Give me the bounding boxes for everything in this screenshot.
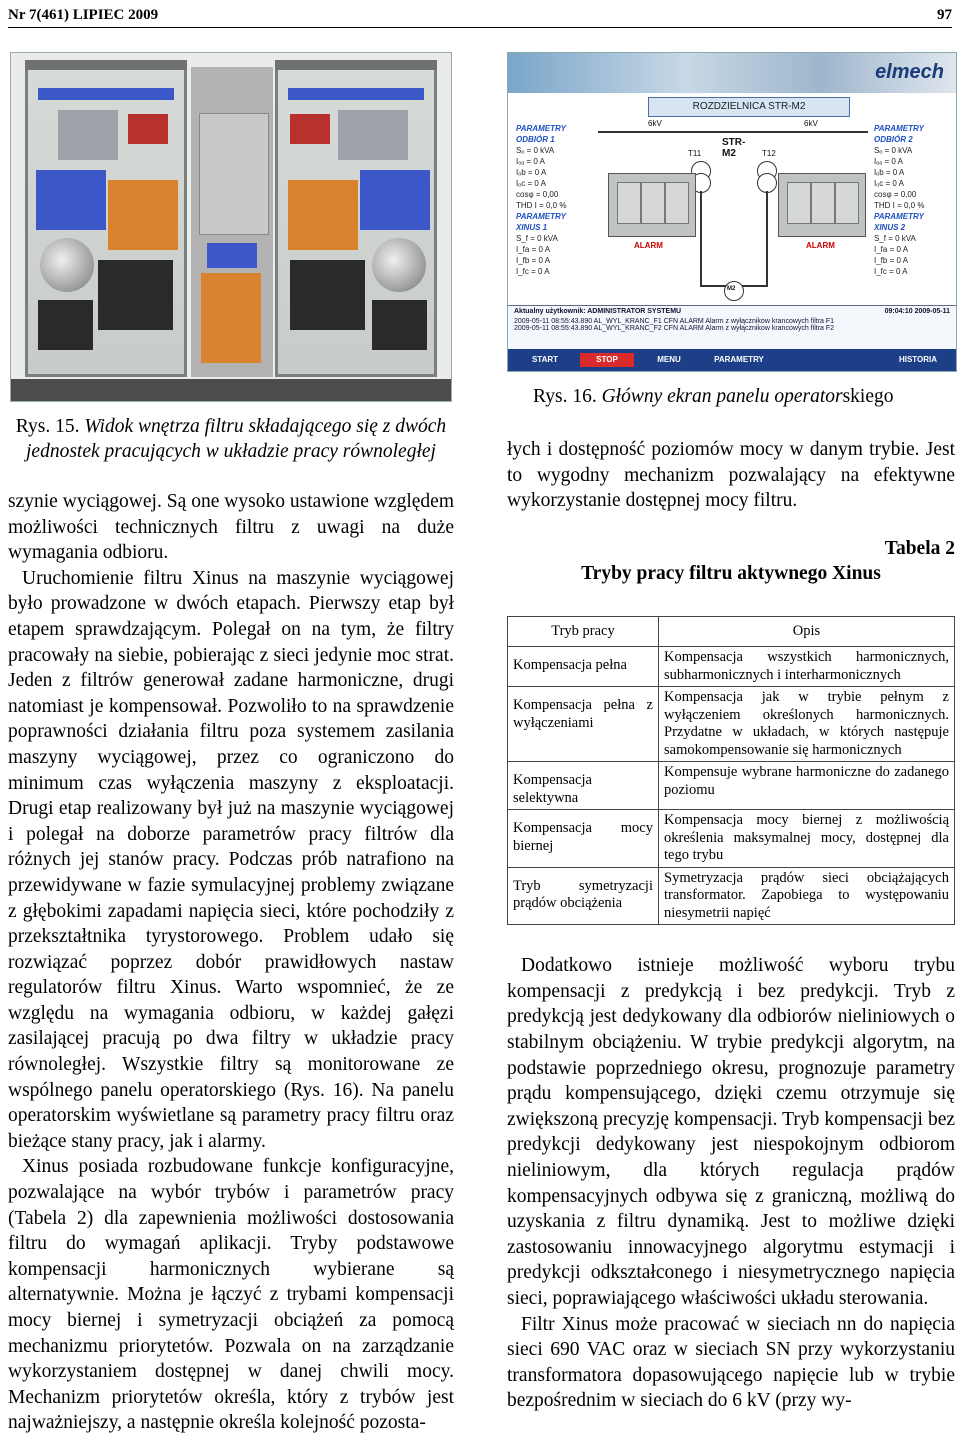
start-button[interactable]: START (531, 355, 559, 364)
alarm-log: Aktualny użytkownik: ADMINISTRATOR SYSTEMU 09:04:10 2009-05-11 2009-05-11 08:55:43.890 AL_WYL_KRANC_F1 CFN ALARM Alarm z wyłącznikow krancowych filtra F1 2009-05-11 08:55:43.890 AL_WYL_KRANC_F2 CFN ALARM Alarm z wyłącznikow krancowych filtra F2 (508, 305, 956, 349)
xinus-1-unit (608, 173, 696, 237)
operator-panel-figure: elmech ROZDZIELNICA STR-M2 PARAMETRY ODBIÓR 1 Sₒ = 0 kVA Iₒₐ = 0 A Iₒb = 0 A Iₒc = 0 A cosφ = 0,00 THD I = 0,0 % PARAMETRY XINUS 1 S_f = 0 kVA I_fa = 0 A I_fb = 0 A I_fc = 0 A PARAMETRY ODBIÓR 2 Sₒ = 0 kVA Iₒₐ = 0 A Iₒb = 0 A Iₒc = 0 A cosφ = 0,00 THD I = 0,0 % PARAMETRY XINUS 2 S_f = 0 kVA I_fa = 0 A I_fb = 0 A I_fc = 0 A 6kV 6kV STR- M2 T11 T12 ALARM ALARM M2 Aktualny użytkownik: ADMINISTRATOR SYSTEMU 09:04:10 2009-05-11 2009-05-11 08:55:43.890 AL_WYL_KRANC_F1 CFN ALARM Alarm z wyłącznikow krancowych filtra F1 2009-05-11 08:55:43.890 AL_WYL_KRANC_F2 CFN ALARM Alarm z wyłącznikow krancowych filtra F2 START STOP MENU PARAMETRY HISTORIA (507, 52, 957, 372)
table-row: Kompensacja mocy biernej Kompensacja mocy biernej z możliwością określenia maksymalnej mocy, dostępnej dla tego trybu (508, 810, 955, 868)
table-row: Kompensacja pełna z wyłączeniami Kompensacja jak w trybie pełnym z wyłączeniem określonych harmonicznych. Przydatne w układach, w których następuje samokompensowanie się harmonicznych (508, 687, 955, 762)
paragraph: Dodatkowo istnieje możliwość wyboru trybu kompensacji z predykcją i bez predykcji. Tryb z predykcją jest dedykowany dla odbiorów nieliniowych o stabilnym obciążeniu. W trybie predykcji algorytm, na podstawie poprzedniego okresu, prognozuje parametry prądu kompensującego, dzięki czemu otrzymuje się zwiększoną precyzję kompensacji. Tryb kompensacji bez predykcji dedykowany jest niespokojnym odbiorom nieliniowym, dla których regulacja prądów kompensacyjnych odbywa się z graniczną, możliwą do uzyskania z filtru dynamiką. Jest to możliwe dzięki zastosowaniu innowacyjnego algorytmu estymacji i predykcji odkształconego i niesymetrycznego napięcia sieci, poprawiającego właściwości układu sterowania. (507, 955, 955, 1309)
figure-16-caption: Rys. 16. Główny ekran panelu operatorskiego (533, 386, 894, 407)
issue-label: Nr 7(461) LIPIEC 2009 (8, 7, 159, 23)
historia-button[interactable]: HISTORIA (898, 355, 938, 364)
left-column (8, 26, 454, 1436)
right-column (507, 26, 955, 1414)
table-row: Kompensacja selektywna Kompensuje wybrane harmoniczne do zadanego poziomu (508, 762, 955, 810)
table-row: Kompensacja pełna Kompensacja wszystkich harmonicznych, subharmonicznych i interharmonicznych (508, 647, 955, 687)
parametry-button[interactable]: PARAMETRY (714, 355, 764, 364)
table-header: Tryb pracy (508, 616, 659, 647)
menu-button[interactable]: MENU (657, 355, 681, 364)
elmech-logo: elmech (875, 61, 944, 83)
page-header (8, 0, 952, 28)
xinus-2-unit (778, 173, 866, 237)
params-right: PARAMETRY ODBIÓR 2 Sₒ = 0 kVA Iₒₐ = 0 A Iₒb = 0 A Iₒc = 0 A cosφ = 0,00 THD I = 0,0 % PARAMETRY XINUS 2 S_f = 0 kVA I_fa = 0 A I_fb = 0 A I_fc = 0 A (874, 124, 925, 276)
paragraph: łych i dostępność poziomów mocy w danym trybie. Jest to wygodny mechanizm pozwalający na efektywne wykorzystanie dostępnej mocy filtru. (507, 439, 955, 512)
stop-button[interactable]: STOP (580, 353, 634, 367)
panel-button-bar (508, 349, 956, 371)
screen-title: ROZDZIELNICA STR-M2 (648, 97, 850, 117)
table-header: Opis (659, 616, 955, 647)
page-number: 97 (937, 7, 952, 23)
modes-table (507, 616, 955, 926)
params-left: PARAMETRY ODBIÓR 1 Sₒ = 0 kVA Iₒₐ = 0 A Iₒb = 0 A Iₒc = 0 A cosφ = 0,00 THD I = 0,0 % PARAMETRY XINUS 1 S_f = 0 kVA I_fa = 0 A I_fb = 0 A I_fc = 0 A (516, 124, 567, 276)
table-row: Tryb symetryzacji prądów obciążenia Symetryzacja prądów sieci obciążających transformator. Zapobiega to występowaniu niesymetrii napięć (508, 867, 955, 925)
table-heading (507, 536, 955, 586)
paragraph: Filtr Xinus może pracować w sieciach nn do napięcia sieci 690 VAC oraz w sieciach SN przy wykorzystaniu transformatora dopasowującego napięcie lub w trybie bezpośrednim w sieciach do 6 kV (przy wy- (507, 1313, 955, 1412)
paragraph: Uruchomienie filtru Xinus na maszynie wyciągowej było prowadzone w dwóch etapach. Pierwszy etap był etapem sprawdzającym. Polegał on na tym, że filtry pracowały na siebie, pobierając z sieci jedynie moc strat. Jeden z filtrów generował zadane harmoniczne, drugi natomiast je kompensował. Pozwoliło to na sprawdzenie poprawności działania filtru poza systemem zasilania maszyny wyciągowej, przez co ograniczono do minimum czas wyłączenia maszyny z eksploatacji. Drugi etap realizowany był już na maszynie wyciągowej i polegał na doborze parametrów pracy filtrów dla różnych jej stanów pracy. Podczas prób natrafiono na przewidywane w fazie symulacyjnej problemy związane z głębokimi zapadami napięcia sieci, które pochodziły z przekształtnika tyrystorowego. Problem udało się rozwiązać poprzez dobór prawidłowych nastaw regulatorów filtru Xinus. Warto wspomnieć, że ze względu na wymagania odbioru, w każdej gałęzi zasilającej pracują po dwa filtry w układzie pracy równoległej. Wszystkie filtry są monitorowane ze wspólnego panelu operatorskiego (Rys. 16). Na panelu operatorskim wyświetlane są parametry pracy filtru oraz bieżące stany pracy, jak i alarmy. (8, 567, 454, 1152)
filter-cabinet-right (275, 67, 437, 377)
table-title: Tryby pracy filtru aktywnego Xinus (581, 562, 881, 584)
table-label: Tabela 2 (884, 537, 955, 559)
figure-15-caption: Rys. 15. Widok wnętrza filtru składającego się z dwóch jednostek pracujących w układzie pracy równoległej (15, 416, 447, 462)
str-m2-label: STR- M2 (722, 137, 746, 159)
paragraph: szynie wyciągowej. Są one wysoko ustawione względem możliwości technicznych filtru z uwagi na duże wymagania odbioru. (8, 491, 454, 564)
filter-cabinet-left (25, 67, 187, 377)
paragraph: Xinus posiada rozbudowane funkcje konfiguracyjne, pozwalające na wybór trybów i parametrów pracy (Tabela 2) dla zapewnienia możliwości dostosowania filtru do wymagań aplikacji. Tryby podstawowe kompensacji harmonicznych wybierane są alternatywnie. Można je łączyć z trybami kompensacji mocy biernej i symetryzacji obciążeń za pomocą mechanizmu priorytetów. Pozwala on na zarządzanie wykorzystaniem dostępnej w danej chwili mocy. Mechanizm priorytetów określa, który z trybów jest najważniejszy, a następnie określa kolejność pozosta- (8, 1156, 454, 1434)
filter-interior-figure (10, 52, 452, 402)
